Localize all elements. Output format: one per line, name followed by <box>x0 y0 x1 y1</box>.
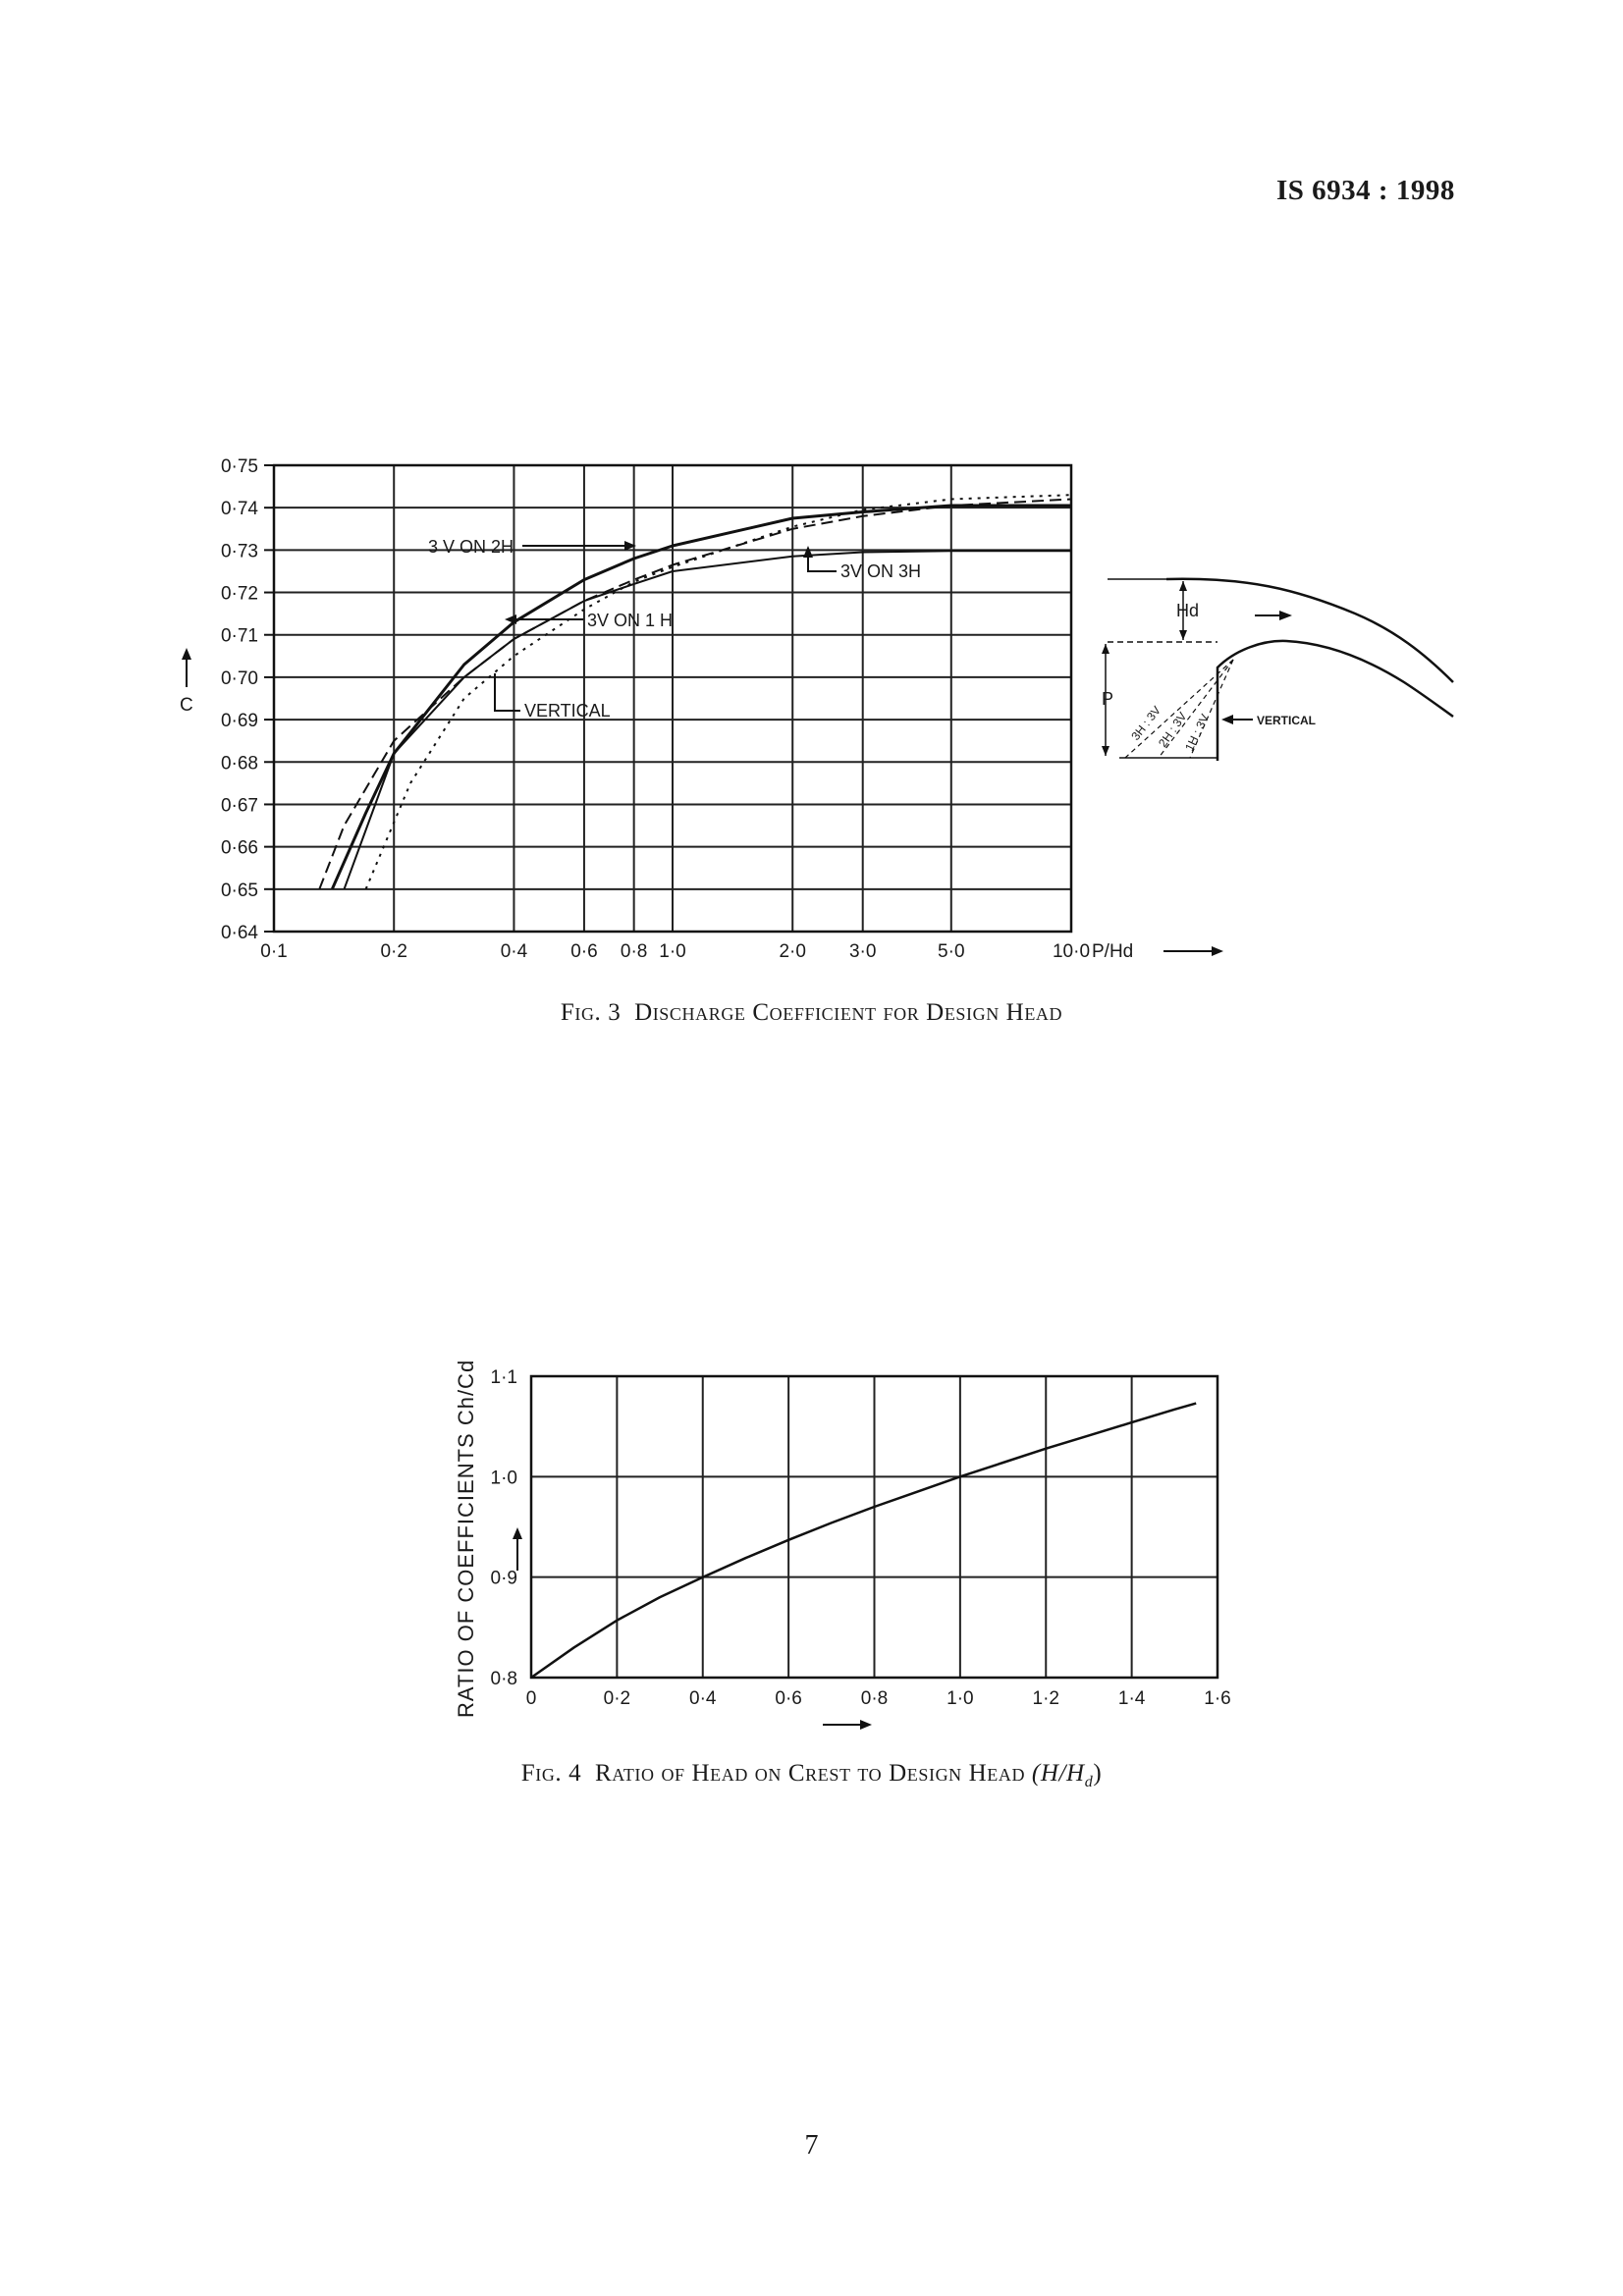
c-axis-label: C <box>180 695 193 716</box>
slope-label-3h: 3H : 3V <box>1128 703 1164 743</box>
fig4-caption-close: ) <box>1093 1760 1103 1787</box>
annotation-3v-on-2h: 3 V ON 2H <box>428 537 514 557</box>
label-3v-on-2h <box>428 537 636 557</box>
fig3-caption <box>0 999 1623 1027</box>
page-number: 7 <box>804 2130 819 2161</box>
fig3-y-tick-label: 0·72 <box>220 583 258 605</box>
fig3-series-line-3v-on-2h <box>319 500 1071 889</box>
fig3-caption-text: Discharge Coefficient for Design Head <box>634 999 1063 1026</box>
p-label: P <box>1102 689 1114 709</box>
fig4-y-tick-label: 1·1 <box>490 1367 517 1388</box>
slope-label-2h: 2H : 3V <box>1155 709 1190 750</box>
fig4-x-tick-label: 1·0 <box>947 1688 974 1709</box>
fig4-y-tick-label: 1·0 <box>490 1468 517 1489</box>
fig3-x-tick-label: 0·6 <box>570 941 598 962</box>
vertical-face-label: VERTICAL <box>1257 714 1316 727</box>
annotation-vertical: VERTICAL <box>524 701 611 721</box>
fig3-y-tick-label: 0·67 <box>220 795 258 817</box>
fig3-x-tick-label: 0·1 <box>260 941 288 962</box>
fig3-chart <box>180 456 1223 962</box>
fig4-x-tick-label: 1·4 <box>1117 1688 1146 1709</box>
fig3-x-tick-label: 10·0 <box>1052 941 1091 962</box>
fig4-y-axis-label: RATIO OF COEFFICIENTS Ch/Cd <box>454 1359 478 1718</box>
fig4-x-tick-label: 1·6 <box>1204 1688 1231 1709</box>
fig4-caption-text: Ratio of Head on Crest to Design Head <box>594 1760 1026 1787</box>
x-axis-label <box>1092 941 1223 962</box>
fig3-y-tick-label: 0·74 <box>220 499 258 520</box>
fig3-x-tick-label: 0·4 <box>500 941 528 962</box>
fig3-x-tick-label: 5·0 <box>938 941 965 962</box>
label-vertical <box>495 673 611 721</box>
fig3-y-tick-label: 0·73 <box>220 541 258 562</box>
fig3-y-tick-label: 0·68 <box>220 753 258 774</box>
fig4-x-tick-label: 0·6 <box>775 1688 802 1709</box>
fig4-y-arrow <box>513 1527 522 1571</box>
fig4-x-tick-label: 1·2 <box>1032 1688 1059 1709</box>
fig3-caption-prefix: Fig. 3 <box>560 999 622 1026</box>
fig4-series-line <box>531 1404 1196 1678</box>
fig4-y-tick-label: 0·9 <box>490 1568 517 1589</box>
fig4-y-tick-label: 0·8 <box>490 1669 517 1689</box>
fig4-x-tick-label: 0·8 <box>860 1688 889 1709</box>
fig3-x-tick-label: 1·0 <box>659 941 686 962</box>
fig4-x-arrow <box>823 1720 872 1730</box>
fig3-y-tick-label: 0·64 <box>220 923 258 943</box>
fig3-y-tick-label: 0·69 <box>220 711 258 732</box>
hd-label: Hd <box>1176 601 1200 620</box>
crest-profile <box>1217 641 1453 761</box>
fig4-x-tick-label: 0·4 <box>689 1688 717 1709</box>
fig3-y-tick-label: 0·75 <box>220 456 258 477</box>
fig4-caption-prefix: Fig. 4 <box>520 1760 582 1787</box>
fig3-x-tick-label: 0·8 <box>620 941 648 962</box>
fig3-x-tick-label: 3·0 <box>848 941 877 962</box>
fig4-x-tick-label: 0·2 <box>603 1688 631 1709</box>
fig3-x-tick-label: 0·2 <box>380 941 407 962</box>
fig4-caption-formula: (H/H <box>1031 1760 1085 1787</box>
fig3-y-tick-label: 0·66 <box>220 837 258 859</box>
c-axis-marker <box>180 648 193 716</box>
fig3-x-tick-label: 2·0 <box>779 941 806 962</box>
fig4-caption <box>0 1760 1623 1791</box>
spillway-crest-diagram <box>1102 579 1453 761</box>
fig3-y-tick-label: 0·70 <box>220 667 258 689</box>
water-surface <box>1166 579 1453 682</box>
fig4-chart <box>454 1360 1231 1730</box>
slope-label-1h: 1H : 3V <box>1182 712 1213 754</box>
annotation-3v-on-1h: 3V ON 1 H <box>587 611 674 630</box>
standard-number: IS 6934 : 1998 <box>1276 175 1455 206</box>
annotation-3v-on-3h: 3V ON 3H <box>840 561 922 581</box>
x-axis-label-text: P/Hd <box>1092 941 1134 962</box>
fig3-y-tick-label: 0·65 <box>220 880 258 901</box>
fig3-y-tick-label: 0·71 <box>220 625 258 647</box>
fig4-x-tick-label: 0 <box>525 1688 537 1709</box>
fig4-caption-subscript: d <box>1084 1774 1094 1790</box>
